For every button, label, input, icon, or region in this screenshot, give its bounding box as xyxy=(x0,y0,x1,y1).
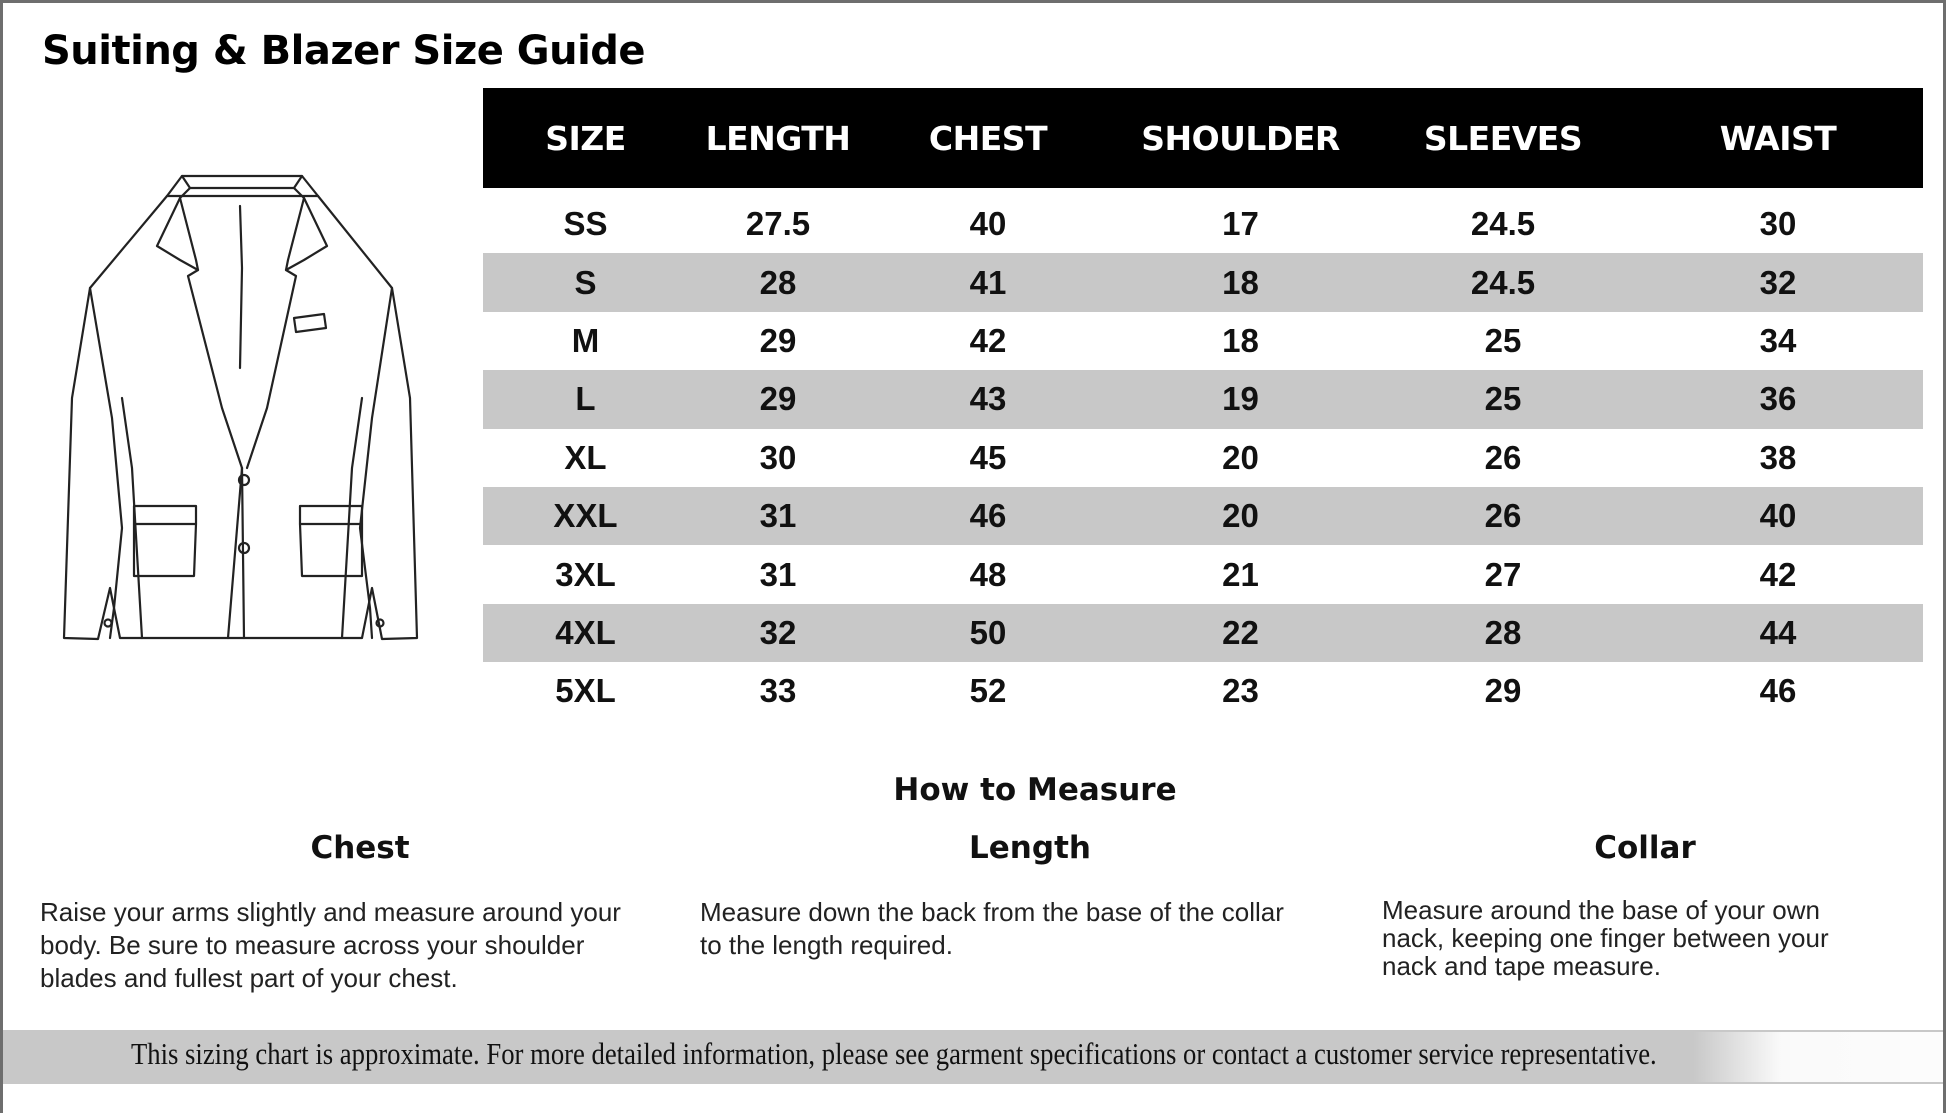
frame-left-border xyxy=(0,0,3,1113)
disclaimer-text: This sizing chart is approximate. For more detailed information, please see garment specifications or contact a customer service representative. xyxy=(131,1036,1657,1071)
collar-instructions xyxy=(1382,896,1829,980)
cell-waist: 44 xyxy=(1759,613,1797,651)
frame-top-border xyxy=(0,0,1946,3)
table-row xyxy=(483,429,1923,487)
cell-chest: 50 xyxy=(969,613,1007,651)
chest-instructions xyxy=(40,896,621,995)
cell-waist: 46 xyxy=(1759,672,1797,710)
table-body xyxy=(483,195,1923,721)
cell-length: 30 xyxy=(759,438,797,476)
cell-length: 31 xyxy=(759,555,797,593)
table-row xyxy=(483,604,1923,662)
header-sleeves: SLEEVES xyxy=(1423,118,1583,158)
cell-shoulder: 21 xyxy=(1222,555,1259,593)
cell-waist: 38 xyxy=(1759,438,1797,476)
cell-waist: 32 xyxy=(1759,263,1797,301)
cell-shoulder: 17 xyxy=(1222,205,1259,243)
cell-size: XL xyxy=(564,438,607,476)
blazer-jacket-icon xyxy=(62,168,432,646)
cell-size: SS xyxy=(563,205,608,243)
cell-chest: 42 xyxy=(969,321,1007,359)
collar-line: Measure around the base of your own xyxy=(1382,895,1820,925)
cell-length: 29 xyxy=(759,380,797,418)
cell-sleeves: 28 xyxy=(1484,613,1522,651)
cell-sleeves: 24.5 xyxy=(1470,205,1536,243)
size-table xyxy=(483,88,1923,721)
cell-length: 32 xyxy=(759,613,797,651)
cell-shoulder: 22 xyxy=(1222,613,1259,651)
chest-line: blades and fullest part of your chest. xyxy=(40,963,458,993)
cell-waist: 30 xyxy=(1759,205,1797,243)
cell-chest: 41 xyxy=(969,263,1007,301)
cell-shoulder: 18 xyxy=(1222,321,1259,359)
cell-length: 28 xyxy=(759,263,797,301)
table-row xyxy=(483,253,1923,311)
length-line: to the length required. xyxy=(700,930,953,960)
cell-length: 31 xyxy=(759,497,797,535)
cell-shoulder: 20 xyxy=(1222,497,1259,535)
cell-length: 33 xyxy=(759,672,797,710)
cell-chest: 52 xyxy=(969,672,1007,710)
cell-length: 29 xyxy=(759,321,797,359)
table-header xyxy=(483,88,1923,188)
header-chest: CHEST xyxy=(928,118,1048,158)
cell-chest: 43 xyxy=(969,380,1007,418)
cell-waist: 40 xyxy=(1759,497,1797,535)
cell-size: XXL xyxy=(553,497,618,535)
header-shoulder: SHOULDER xyxy=(1141,118,1340,158)
cell-sleeves: 25 xyxy=(1484,321,1522,359)
chest-line: Raise your arms slightly and measure around your xyxy=(40,897,621,927)
cell-size: L xyxy=(575,380,596,418)
cell-waist: 36 xyxy=(1759,380,1797,418)
cell-sleeves: 25 xyxy=(1484,380,1522,418)
cell-waist: 42 xyxy=(1759,555,1797,593)
table-row xyxy=(483,312,1923,370)
table-row xyxy=(483,545,1923,603)
cell-shoulder: 20 xyxy=(1222,438,1259,476)
cell-size: M xyxy=(571,321,600,359)
table-row xyxy=(483,370,1923,428)
cell-size: 4XL xyxy=(555,613,616,651)
disclaimer-bar xyxy=(3,1030,1943,1084)
collar-line: nack, keeping one finger between your xyxy=(1382,923,1829,953)
cell-size: 3XL xyxy=(555,555,616,593)
page-title: Suiting & Blazer Size Guide xyxy=(42,28,646,74)
collar-line: nack and tape measure. xyxy=(1382,951,1661,981)
cell-sleeves: 27 xyxy=(1484,555,1522,593)
header-waist: WAIST xyxy=(1719,118,1837,158)
cell-size: 5XL xyxy=(555,672,616,710)
cell-size: S xyxy=(574,263,597,301)
cell-sleeves: 24.5 xyxy=(1470,263,1536,301)
length-heading: Length xyxy=(969,830,1091,866)
cell-chest: 45 xyxy=(969,438,1007,476)
cell-shoulder: 19 xyxy=(1222,380,1259,418)
table-row xyxy=(483,662,1923,720)
cell-chest: 46 xyxy=(969,497,1007,535)
cell-shoulder: 18 xyxy=(1222,263,1259,301)
cell-sleeves: 29 xyxy=(1484,672,1522,710)
header-length: LENGTH xyxy=(705,118,851,158)
cell-length: 27.5 xyxy=(745,205,811,243)
table-row xyxy=(483,487,1923,545)
table-row xyxy=(483,195,1923,253)
header-size: SIZE xyxy=(545,118,626,158)
cell-sleeves: 26 xyxy=(1484,438,1522,476)
cell-shoulder: 23 xyxy=(1222,672,1259,710)
cell-sleeves: 26 xyxy=(1484,497,1522,535)
how-to-measure-heading: How to Measure xyxy=(893,772,1177,808)
length-line: Measure down the back from the base of the collar xyxy=(700,897,1284,927)
cell-chest: 40 xyxy=(969,205,1007,243)
cell-chest: 48 xyxy=(969,555,1007,593)
collar-heading: Collar xyxy=(1594,830,1696,866)
chest-heading: Chest xyxy=(310,830,410,866)
chest-line: body. Be sure to measure across your shoulder xyxy=(40,930,585,960)
length-instructions xyxy=(700,896,1284,962)
footer-smudge xyxy=(1693,1032,1943,1082)
cell-waist: 34 xyxy=(1759,321,1797,359)
